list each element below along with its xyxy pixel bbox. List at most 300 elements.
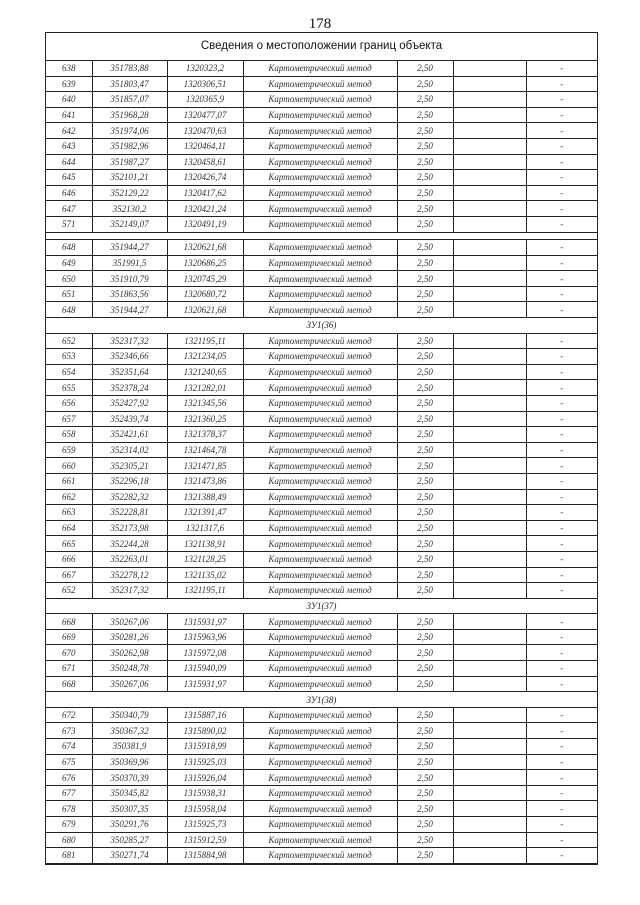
y-coordinate-cell: 1320680,72 [167, 286, 243, 302]
point-number-cell: 648 [46, 302, 92, 318]
y-coordinate-cell: 1320421,24 [167, 201, 243, 217]
accuracy-cell: 2,50 [397, 583, 453, 599]
description-cell [453, 645, 526, 661]
note-cell: - [526, 271, 597, 287]
accuracy-cell: 2,50 [397, 848, 453, 864]
point-number-cell: 652 [46, 583, 92, 599]
point-number-cell: 664 [46, 520, 92, 536]
accuracy-cell: 2,50 [397, 411, 453, 427]
point-number-cell: 675 [46, 754, 92, 770]
description-cell [453, 302, 526, 318]
note-cell: - [526, 201, 597, 217]
note-cell: - [526, 395, 597, 411]
point-number-cell: 645 [46, 170, 92, 186]
note-cell: - [526, 832, 597, 848]
table-row [46, 138, 597, 154]
point-number-cell: 657 [46, 411, 92, 427]
method-cell: Картометрический метод [243, 520, 397, 536]
y-coordinate-cell: 1315931,97 [167, 614, 243, 630]
accuracy-cell: 2,50 [397, 185, 453, 201]
x-coordinate-cell: 352101,21 [92, 170, 167, 186]
accuracy-cell: 2,50 [397, 302, 453, 318]
note-cell: - [526, 170, 597, 186]
note-cell: - [526, 138, 597, 154]
note-cell: - [526, 785, 597, 801]
method-cell: Картометрический метод [243, 629, 397, 645]
method-cell: Картометрический метод [243, 170, 397, 186]
table-row [46, 567, 597, 583]
description-cell [453, 754, 526, 770]
y-coordinate-cell: 1320621,68 [167, 240, 243, 256]
x-coordinate-cell: 352317,32 [92, 583, 167, 599]
y-coordinate-cell: 1315925,03 [167, 754, 243, 770]
description-cell [453, 349, 526, 365]
point-number-cell: 668 [46, 614, 92, 630]
section-header-row [46, 692, 597, 708]
method-cell: Картометрический метод [243, 216, 397, 232]
point-number-cell: 673 [46, 723, 92, 739]
table-row [46, 629, 597, 645]
y-coordinate-cell: 1315963,96 [167, 629, 243, 645]
y-coordinate-cell: 1320306,51 [167, 76, 243, 92]
method-cell: Картометрический метод [243, 661, 397, 677]
description-cell [453, 271, 526, 287]
note-cell: - [526, 661, 597, 677]
x-coordinate-cell: 352346,66 [92, 349, 167, 365]
y-coordinate-cell: 1320477,07 [167, 107, 243, 123]
table-row [46, 442, 597, 458]
note-cell: - [526, 255, 597, 271]
y-coordinate-cell: 1315958,04 [167, 801, 243, 817]
x-coordinate-cell: 352149,07 [92, 216, 167, 232]
method-cell: Картометрический метод [243, 123, 397, 139]
y-coordinate-cell: 1321240,65 [167, 364, 243, 380]
description-cell [453, 123, 526, 139]
note-cell: - [526, 739, 597, 755]
note-cell: - [526, 551, 597, 567]
table-row [46, 551, 597, 567]
table-row [46, 201, 597, 217]
accuracy-cell: 2,50 [397, 645, 453, 661]
method-cell: Картометрический метод [243, 832, 397, 848]
method-cell: Картометрический метод [243, 505, 397, 521]
x-coordinate-cell: 352296,18 [92, 473, 167, 489]
accuracy-cell: 2,50 [397, 567, 453, 583]
point-number-cell: 643 [46, 138, 92, 154]
note-cell: - [526, 536, 597, 552]
coordinates-sheet [45, 32, 598, 865]
accuracy-cell: 2,50 [397, 216, 453, 232]
y-coordinate-cell: 1320491,19 [167, 216, 243, 232]
note-cell: - [526, 520, 597, 536]
x-coordinate-cell: 352228,81 [92, 505, 167, 521]
accuracy-cell: 2,50 [397, 458, 453, 474]
table-row [46, 255, 597, 271]
description-cell [453, 505, 526, 521]
accuracy-cell: 2,50 [397, 707, 453, 723]
table-row [46, 801, 597, 817]
description-cell [453, 551, 526, 567]
table-row [46, 92, 597, 108]
note-cell: - [526, 442, 597, 458]
point-number-cell: 644 [46, 154, 92, 170]
y-coordinate-cell: 1315887,16 [167, 707, 243, 723]
method-cell: Картометрический метод [243, 754, 397, 770]
section-header-row [46, 318, 597, 334]
accuracy-cell: 2,50 [397, 739, 453, 755]
y-coordinate-cell: 1321345,56 [167, 395, 243, 411]
accuracy-cell: 2,50 [397, 614, 453, 630]
accuracy-cell: 2,50 [397, 676, 453, 692]
y-coordinate-cell: 1315938,31 [167, 785, 243, 801]
method-cell: Картометрический метод [243, 271, 397, 287]
description-cell [453, 138, 526, 154]
y-coordinate-cell: 1320621,68 [167, 302, 243, 318]
x-coordinate-cell: 351783,88 [92, 61, 167, 76]
x-coordinate-cell: 351944,27 [92, 302, 167, 318]
description-cell [453, 676, 526, 692]
note-cell: - [526, 848, 597, 864]
method-cell: Картометрический метод [243, 489, 397, 505]
description-cell [453, 427, 526, 443]
accuracy-cell: 2,50 [397, 473, 453, 489]
accuracy-cell: 2,50 [397, 255, 453, 271]
x-coordinate-cell: 350369,96 [92, 754, 167, 770]
note-cell: - [526, 185, 597, 201]
accuracy-cell: 2,50 [397, 536, 453, 552]
y-coordinate-cell: 1321378,37 [167, 427, 243, 443]
y-coordinate-cell: 1321135,02 [167, 567, 243, 583]
y-coordinate-cell: 1321138,91 [167, 536, 243, 552]
note-cell: - [526, 707, 597, 723]
y-coordinate-cell: 1320323,2 [167, 61, 243, 76]
accuracy-cell: 2,50 [397, 817, 453, 833]
table-row [46, 411, 597, 427]
section-label: ЗУ1(38) [46, 692, 597, 708]
description-cell [453, 286, 526, 302]
method-cell: Картометрический метод [243, 676, 397, 692]
point-number-cell: 669 [46, 629, 92, 645]
point-number-cell: 681 [46, 848, 92, 864]
table-row [46, 349, 597, 365]
y-coordinate-cell: 1321464,78 [167, 442, 243, 458]
y-coordinate-cell: 1321195,11 [167, 333, 243, 349]
note-cell: - [526, 473, 597, 489]
point-number-cell: 655 [46, 380, 92, 396]
description-cell [453, 536, 526, 552]
note-cell: - [526, 629, 597, 645]
method-cell: Картометрический метод [243, 614, 397, 630]
y-coordinate-cell: 1321282,01 [167, 380, 243, 396]
table-row [46, 185, 597, 201]
description-cell [453, 739, 526, 755]
description-cell [453, 333, 526, 349]
y-coordinate-cell: 1320464,11 [167, 138, 243, 154]
accuracy-cell: 2,50 [397, 364, 453, 380]
point-number-cell: 647 [46, 201, 92, 217]
accuracy-cell: 2,50 [397, 107, 453, 123]
method-cell: Картометрический метод [243, 567, 397, 583]
method-cell: Картометрический метод [243, 395, 397, 411]
note-cell: - [526, 380, 597, 396]
point-number-cell: 641 [46, 107, 92, 123]
x-coordinate-cell: 351987,27 [92, 154, 167, 170]
table-row [46, 489, 597, 505]
y-coordinate-cell: 1315918,99 [167, 739, 243, 755]
point-number-cell: 674 [46, 739, 92, 755]
table-row [46, 123, 597, 139]
table-row [46, 536, 597, 552]
point-number-cell: 668 [46, 676, 92, 692]
point-number-cell: 651 [46, 286, 92, 302]
x-coordinate-cell: 352305,21 [92, 458, 167, 474]
x-coordinate-cell: 352439,74 [92, 411, 167, 427]
description-cell [453, 458, 526, 474]
accuracy-cell: 2,50 [397, 380, 453, 396]
table-row [46, 505, 597, 521]
accuracy-cell: 2,50 [397, 489, 453, 505]
coordinates-table [46, 61, 597, 864]
y-coordinate-cell: 1320470,63 [167, 123, 243, 139]
description-cell [453, 216, 526, 232]
table-row [46, 754, 597, 770]
method-cell: Картометрический метод [243, 442, 397, 458]
point-number-cell: 639 [46, 76, 92, 92]
method-cell: Картометрический метод [243, 817, 397, 833]
table-row [46, 614, 597, 630]
accuracy-cell: 2,50 [397, 520, 453, 536]
y-coordinate-cell: 1320686,25 [167, 255, 243, 271]
x-coordinate-cell: 351857,07 [92, 92, 167, 108]
description-cell [453, 61, 526, 76]
x-coordinate-cell: 350271,74 [92, 848, 167, 864]
description-cell [453, 170, 526, 186]
x-coordinate-cell: 352263,01 [92, 551, 167, 567]
x-coordinate-cell: 350285,27 [92, 832, 167, 848]
note-cell: - [526, 817, 597, 833]
note-cell: - [526, 754, 597, 770]
method-cell: Картометрический метод [243, 770, 397, 786]
section-header-row [46, 598, 597, 614]
note-cell: - [526, 676, 597, 692]
note-cell: - [526, 458, 597, 474]
description-cell [453, 567, 526, 583]
y-coordinate-cell: 1315890,02 [167, 723, 243, 739]
note-cell: - [526, 583, 597, 599]
separator-cell [46, 232, 597, 240]
note-cell: - [526, 364, 597, 380]
accuracy-cell: 2,50 [397, 349, 453, 365]
x-coordinate-cell: 351944,27 [92, 240, 167, 256]
x-coordinate-cell: 352173,98 [92, 520, 167, 536]
table-row [46, 427, 597, 443]
point-number-cell: 650 [46, 271, 92, 287]
point-number-cell: 676 [46, 770, 92, 786]
x-coordinate-cell: 352314,02 [92, 442, 167, 458]
table-row [46, 707, 597, 723]
x-coordinate-cell: 350345,82 [92, 785, 167, 801]
note-cell: - [526, 76, 597, 92]
accuracy-cell: 2,50 [397, 271, 453, 287]
x-coordinate-cell: 352282,32 [92, 489, 167, 505]
note-cell: - [526, 489, 597, 505]
y-coordinate-cell: 1321195,11 [167, 583, 243, 599]
note-cell: - [526, 216, 597, 232]
table-row [46, 848, 597, 864]
x-coordinate-cell: 351803,47 [92, 76, 167, 92]
x-coordinate-cell: 352244,28 [92, 536, 167, 552]
table-row [46, 170, 597, 186]
description-cell [453, 473, 526, 489]
x-coordinate-cell: 351863,56 [92, 286, 167, 302]
point-number-cell: 653 [46, 349, 92, 365]
description-cell [453, 395, 526, 411]
method-cell: Картометрический метод [243, 583, 397, 599]
note-cell: - [526, 92, 597, 108]
table-row [46, 395, 597, 411]
x-coordinate-cell: 352378,24 [92, 380, 167, 396]
method-cell: Картометрический метод [243, 255, 397, 271]
point-number-cell: 679 [46, 817, 92, 833]
note-cell: - [526, 723, 597, 739]
method-cell: Картометрический метод [243, 645, 397, 661]
x-coordinate-cell: 352317,32 [92, 333, 167, 349]
description-cell [453, 92, 526, 108]
method-cell: Картометрический метод [243, 185, 397, 201]
method-cell: Картометрический метод [243, 551, 397, 567]
point-number-cell: 640 [46, 92, 92, 108]
x-coordinate-cell: 350367,32 [92, 723, 167, 739]
coordinates-table-body [46, 61, 597, 863]
table-row [46, 240, 597, 256]
x-coordinate-cell: 350267,06 [92, 676, 167, 692]
y-coordinate-cell: 1320745,29 [167, 271, 243, 287]
accuracy-cell: 2,50 [397, 61, 453, 76]
table-row [46, 676, 597, 692]
description-cell [453, 801, 526, 817]
y-coordinate-cell: 1315926,04 [167, 770, 243, 786]
note-cell: - [526, 614, 597, 630]
description-cell [453, 770, 526, 786]
method-cell: Картометрический метод [243, 349, 397, 365]
note-cell: - [526, 123, 597, 139]
point-number-cell: 678 [46, 801, 92, 817]
table-row [46, 364, 597, 380]
method-cell: Картометрический метод [243, 364, 397, 380]
table-row [46, 286, 597, 302]
accuracy-cell: 2,50 [397, 76, 453, 92]
accuracy-cell: 2,50 [397, 754, 453, 770]
x-coordinate-cell: 350340,79 [92, 707, 167, 723]
y-coordinate-cell: 1321388,49 [167, 489, 243, 505]
point-number-cell: 661 [46, 473, 92, 489]
note-cell: - [526, 770, 597, 786]
method-cell: Картометрический метод [243, 107, 397, 123]
point-number-cell: 571 [46, 216, 92, 232]
description-cell [453, 785, 526, 801]
method-cell: Картометрический метод [243, 707, 397, 723]
point-number-cell: 658 [46, 427, 92, 443]
description-cell [453, 614, 526, 630]
x-coordinate-cell: 351968,28 [92, 107, 167, 123]
method-cell: Картометрический метод [243, 801, 397, 817]
table-row [46, 271, 597, 287]
accuracy-cell: 2,50 [397, 138, 453, 154]
table-row [46, 739, 597, 755]
description-cell [453, 583, 526, 599]
point-number-cell: 656 [46, 395, 92, 411]
y-coordinate-cell: 1315925,73 [167, 817, 243, 833]
note-cell: - [526, 567, 597, 583]
x-coordinate-cell: 351974,06 [92, 123, 167, 139]
note-cell: - [526, 240, 597, 256]
table-title: Сведения о местоположении границ объекта [46, 33, 597, 61]
description-cell [453, 255, 526, 271]
table-row [46, 216, 597, 232]
note-cell: - [526, 107, 597, 123]
y-coordinate-cell: 1321128,25 [167, 551, 243, 567]
y-coordinate-cell: 1320458,61 [167, 154, 243, 170]
note-cell: - [526, 645, 597, 661]
method-cell: Картометрический метод [243, 61, 397, 76]
method-cell: Картометрический метод [243, 240, 397, 256]
method-cell: Картометрический метод [243, 302, 397, 318]
note-cell: - [526, 427, 597, 443]
table-row [46, 458, 597, 474]
table-row [46, 723, 597, 739]
note-cell: - [526, 61, 597, 76]
accuracy-cell: 2,50 [397, 551, 453, 567]
accuracy-cell: 2,50 [397, 170, 453, 186]
table-row [46, 473, 597, 489]
x-coordinate-cell: 350307,35 [92, 801, 167, 817]
y-coordinate-cell: 1321391,47 [167, 505, 243, 521]
x-coordinate-cell: 352130,2 [92, 201, 167, 217]
y-coordinate-cell: 1320417,62 [167, 185, 243, 201]
table-row [46, 817, 597, 833]
description-cell [453, 76, 526, 92]
table-row [46, 785, 597, 801]
description-cell [453, 832, 526, 848]
accuracy-cell: 2,50 [397, 123, 453, 139]
section-label: ЗУ1(36) [46, 318, 597, 334]
point-number-cell: 666 [46, 551, 92, 567]
method-cell: Картометрический метод [243, 785, 397, 801]
x-coordinate-cell: 352427,92 [92, 395, 167, 411]
note-cell: - [526, 801, 597, 817]
method-cell: Картометрический метод [243, 76, 397, 92]
table-row [46, 107, 597, 123]
note-cell: - [526, 411, 597, 427]
table-row [46, 76, 597, 92]
y-coordinate-cell: 1315940,09 [167, 661, 243, 677]
table-row [46, 520, 597, 536]
accuracy-cell: 2,50 [397, 286, 453, 302]
y-coordinate-cell: 1315931,97 [167, 676, 243, 692]
description-cell [453, 201, 526, 217]
point-number-cell: 667 [46, 567, 92, 583]
x-coordinate-cell: 352351,64 [92, 364, 167, 380]
table-row [46, 333, 597, 349]
accuracy-cell: 2,50 [397, 801, 453, 817]
method-cell: Картометрический метод [243, 536, 397, 552]
accuracy-cell: 2,50 [397, 154, 453, 170]
y-coordinate-cell: 1321473,86 [167, 473, 243, 489]
point-number-cell: 663 [46, 505, 92, 521]
accuracy-cell: 2,50 [397, 427, 453, 443]
y-coordinate-cell: 1321360,25 [167, 411, 243, 427]
section-label: ЗУ1(37) [46, 598, 597, 614]
